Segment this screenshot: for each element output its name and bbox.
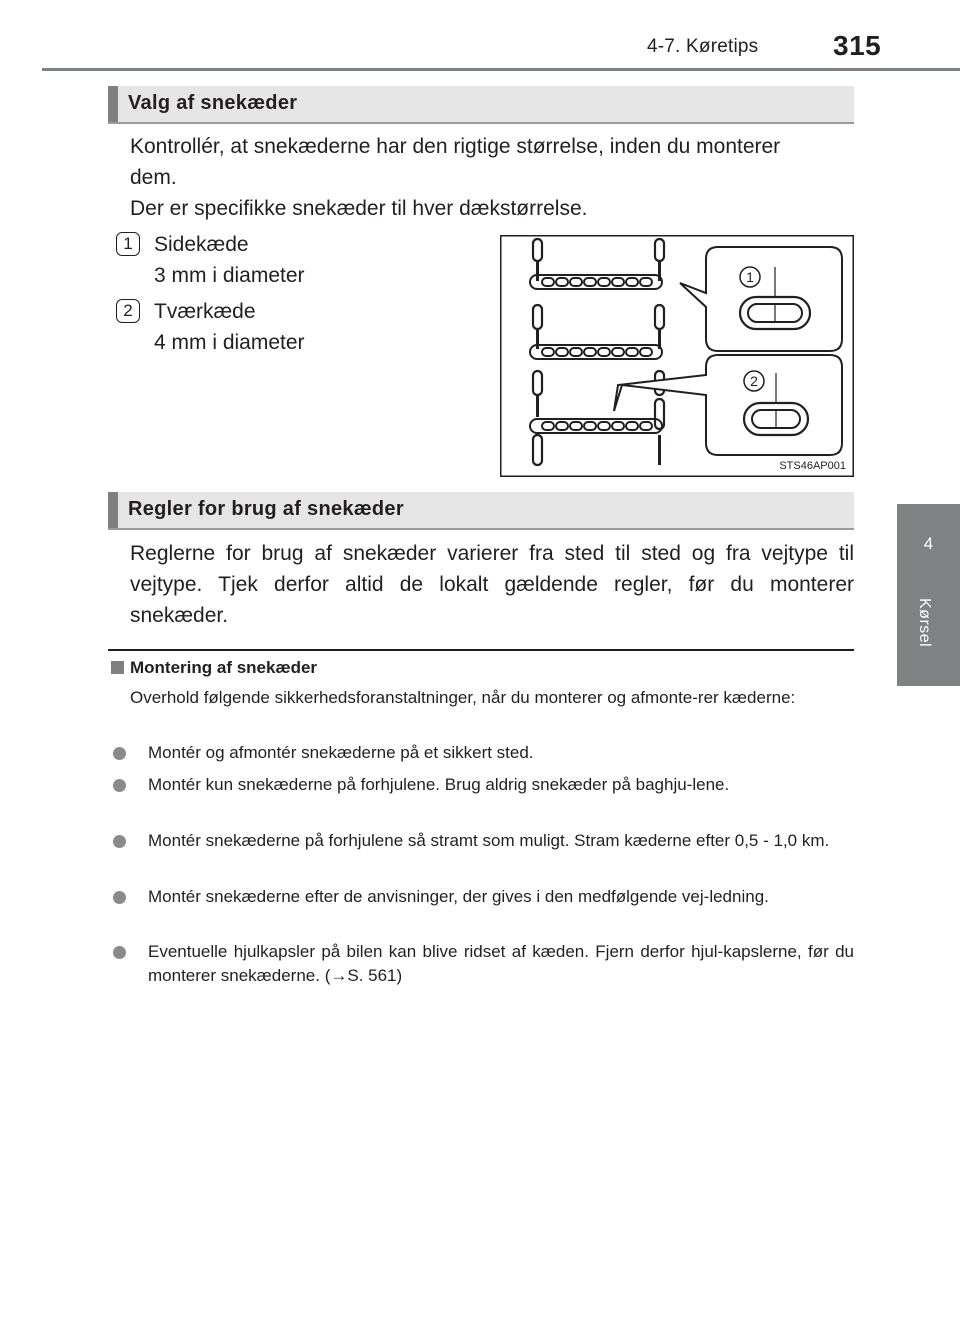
section-bar-stripe bbox=[108, 492, 118, 528]
figure-code: STS46AP001 bbox=[779, 460, 846, 472]
square-bullet-icon bbox=[111, 661, 124, 674]
bullet-2: Montér kun snekæderne på forhjulene. Brug aldrig snekæder på baghju-lene. bbox=[148, 775, 730, 794]
section-bar-underline bbox=[108, 528, 854, 530]
page-number: 315 bbox=[833, 30, 882, 61]
section-bar-regler bbox=[108, 492, 854, 528]
chapter-tab-label: Kørsel bbox=[916, 598, 933, 648]
chapter-tab-number: 4 bbox=[923, 534, 934, 553]
item-1-name: Sidekæde bbox=[154, 233, 249, 256]
item-1-spec: 3 mm i diameter bbox=[154, 264, 305, 287]
intro-line-1: Kontrollér, at snekæderne har den rigtige størrelse, inden du monterer bbox=[130, 135, 781, 158]
section-bar-stripe bbox=[108, 86, 118, 122]
bullet-3: Montér snekæderne på forhjulene så stramt som muligt. Stram kæderne efter 0,5 - 1,0 km. bbox=[148, 831, 830, 850]
callout-label-2: 2 bbox=[750, 373, 758, 389]
bullet-dot-icon bbox=[113, 891, 126, 904]
section-header: 4-7. Køretips bbox=[647, 36, 759, 57]
section-title: Regler for brug af snekæder bbox=[128, 498, 404, 520]
intro-line-2: dem. bbox=[130, 166, 177, 189]
header-rule bbox=[42, 68, 960, 71]
bullet-dot-icon bbox=[113, 835, 126, 848]
mounting-intro: Overhold følgende sikkerhedsforanstaltninger, når du monterer og afmonte-rer kæderne: bbox=[130, 688, 796, 707]
bullet-4: Montér snekæderne efter de anvisninger, der gives i den medfølgende vej-ledning. bbox=[148, 887, 769, 906]
bullet-dot-icon bbox=[113, 779, 126, 792]
item-number-2: 2 bbox=[116, 299, 140, 323]
snow-chain-svg bbox=[500, 235, 854, 477]
chapter-tab bbox=[897, 504, 960, 686]
separator-rule bbox=[108, 649, 854, 651]
rules-paragraph: Reglerne for brug af snekæder varierer fra sted til sted og fra vejtype til vejtype. Tjek derfor altid de lokalt gældende regler, før du monterer snekæder. bbox=[130, 542, 854, 627]
bullet-dot-icon bbox=[113, 946, 126, 959]
item-2-name: Tværkæde bbox=[154, 300, 256, 323]
section-bar-valg bbox=[108, 86, 854, 122]
bullet-1: Montér og afmontér snekæderne på et sikkert sted. bbox=[148, 743, 534, 762]
snow-chain-illustration bbox=[500, 235, 854, 477]
section-title: Valg af snekæder bbox=[128, 92, 298, 114]
item-number-1: 1 bbox=[116, 232, 140, 256]
section-bar-underline bbox=[108, 122, 854, 124]
mounting-heading: Montering af snekæder bbox=[130, 658, 318, 677]
intro-line-3: Der er specifikke snekæder til hver dækstørrelse. bbox=[130, 197, 588, 220]
callout-label-1: 1 bbox=[746, 269, 754, 285]
item-2-spec: 4 mm i diameter bbox=[154, 331, 305, 354]
bullet-dot-icon bbox=[113, 747, 126, 760]
bullet-5: Eventuelle hjulkapsler på bilen kan blive ridset af kæden. Fjern derfor hjul-kapslerne, før du monterer snekæderne. (→S. 561) bbox=[148, 942, 854, 985]
